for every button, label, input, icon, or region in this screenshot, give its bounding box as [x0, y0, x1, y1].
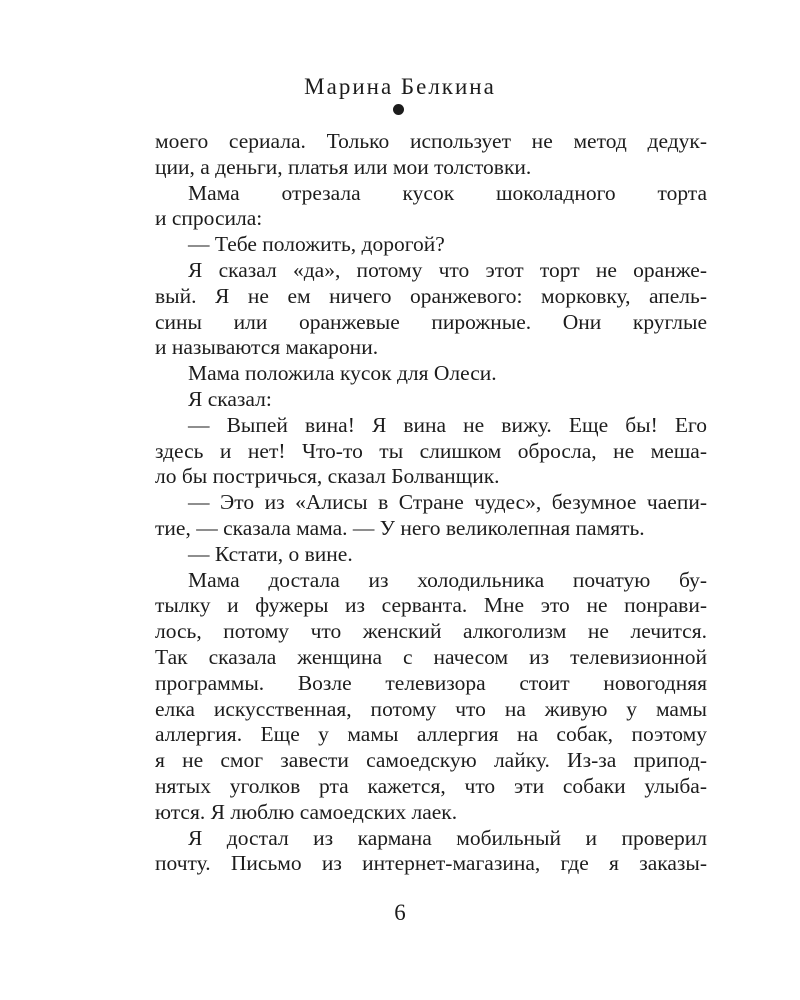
running-header-author: Марина Белкина [304, 74, 496, 99]
text-line: — Это из «Алисы в Стране чудес», безумное чаепи- [188, 490, 707, 515]
page-number: 6 [394, 900, 406, 925]
text-line: Я сказал «да», потому что этот торт не оранже- [188, 257, 707, 282]
text-line: Так сказала женщина с начесом из телевизионной [155, 644, 707, 669]
text-line: Мама отрезала кусок шоколадного торта [188, 180, 707, 205]
text-line: Я достал из кармана мобильный и проверил [188, 825, 707, 850]
text-line: нятых уголков рта кажется, что эти собаки улыба- [155, 773, 707, 798]
text-line: Мама положила кусок для Олеси. [188, 361, 497, 386]
text-line: — Тебе положить, дорогой? [188, 232, 445, 257]
text-line: тылку и фужеры из серванта. Мне это не понрави- [155, 593, 707, 618]
text-line: ции, а деньги, платья или мои толстовки. [155, 154, 532, 179]
text-line: тие, — сказала мама. — У него великолепная память. [155, 515, 645, 540]
text-line: и спросила: [155, 206, 263, 231]
text-line: — Выпей вина! Я вина не вижу. Еще бы! Его [188, 412, 707, 437]
text-line: сины или оранжевые пирожные. Они круглые [155, 309, 707, 334]
text-line: я не смог завести самоедскую лайку. Из-за припод- [155, 748, 707, 773]
text-line: лось, потому что женский алкоголизм не лечится. [155, 619, 707, 644]
text-line: почту. Письмо из интернет-магазина, где я заказы- [155, 851, 707, 876]
text-line: ло бы постричься, сказал Болванщик. [155, 464, 500, 489]
text-line: аллергия. Еще у мамы аллергия на собак, поэтому [155, 722, 707, 747]
text-line: здесь и нет! Что-то ты слишком обросла, не меша- [155, 438, 707, 463]
text-line: — Кстати, о вине. [188, 541, 353, 566]
text-line: программы. Возле телевизора стоит новогодняя [155, 670, 707, 695]
text-line: елка искусственная, потому что на живую у мамы [155, 696, 707, 721]
text-line: Мама достала из холодильника початую бу- [188, 567, 707, 592]
text-line: ются. Я люблю самоедских лаек. [155, 799, 458, 824]
header-bullet-ornament [393, 104, 404, 115]
text-line: и называются макарони. [155, 335, 379, 360]
text-line: вый. Я не ем ничего оранжевого: морковку, апель- [155, 283, 707, 308]
text-line: Я сказал: [188, 386, 272, 411]
text-line: моего сериала. Только использует не метод дедук- [155, 129, 707, 153]
page-body-text [155, 129, 707, 877]
